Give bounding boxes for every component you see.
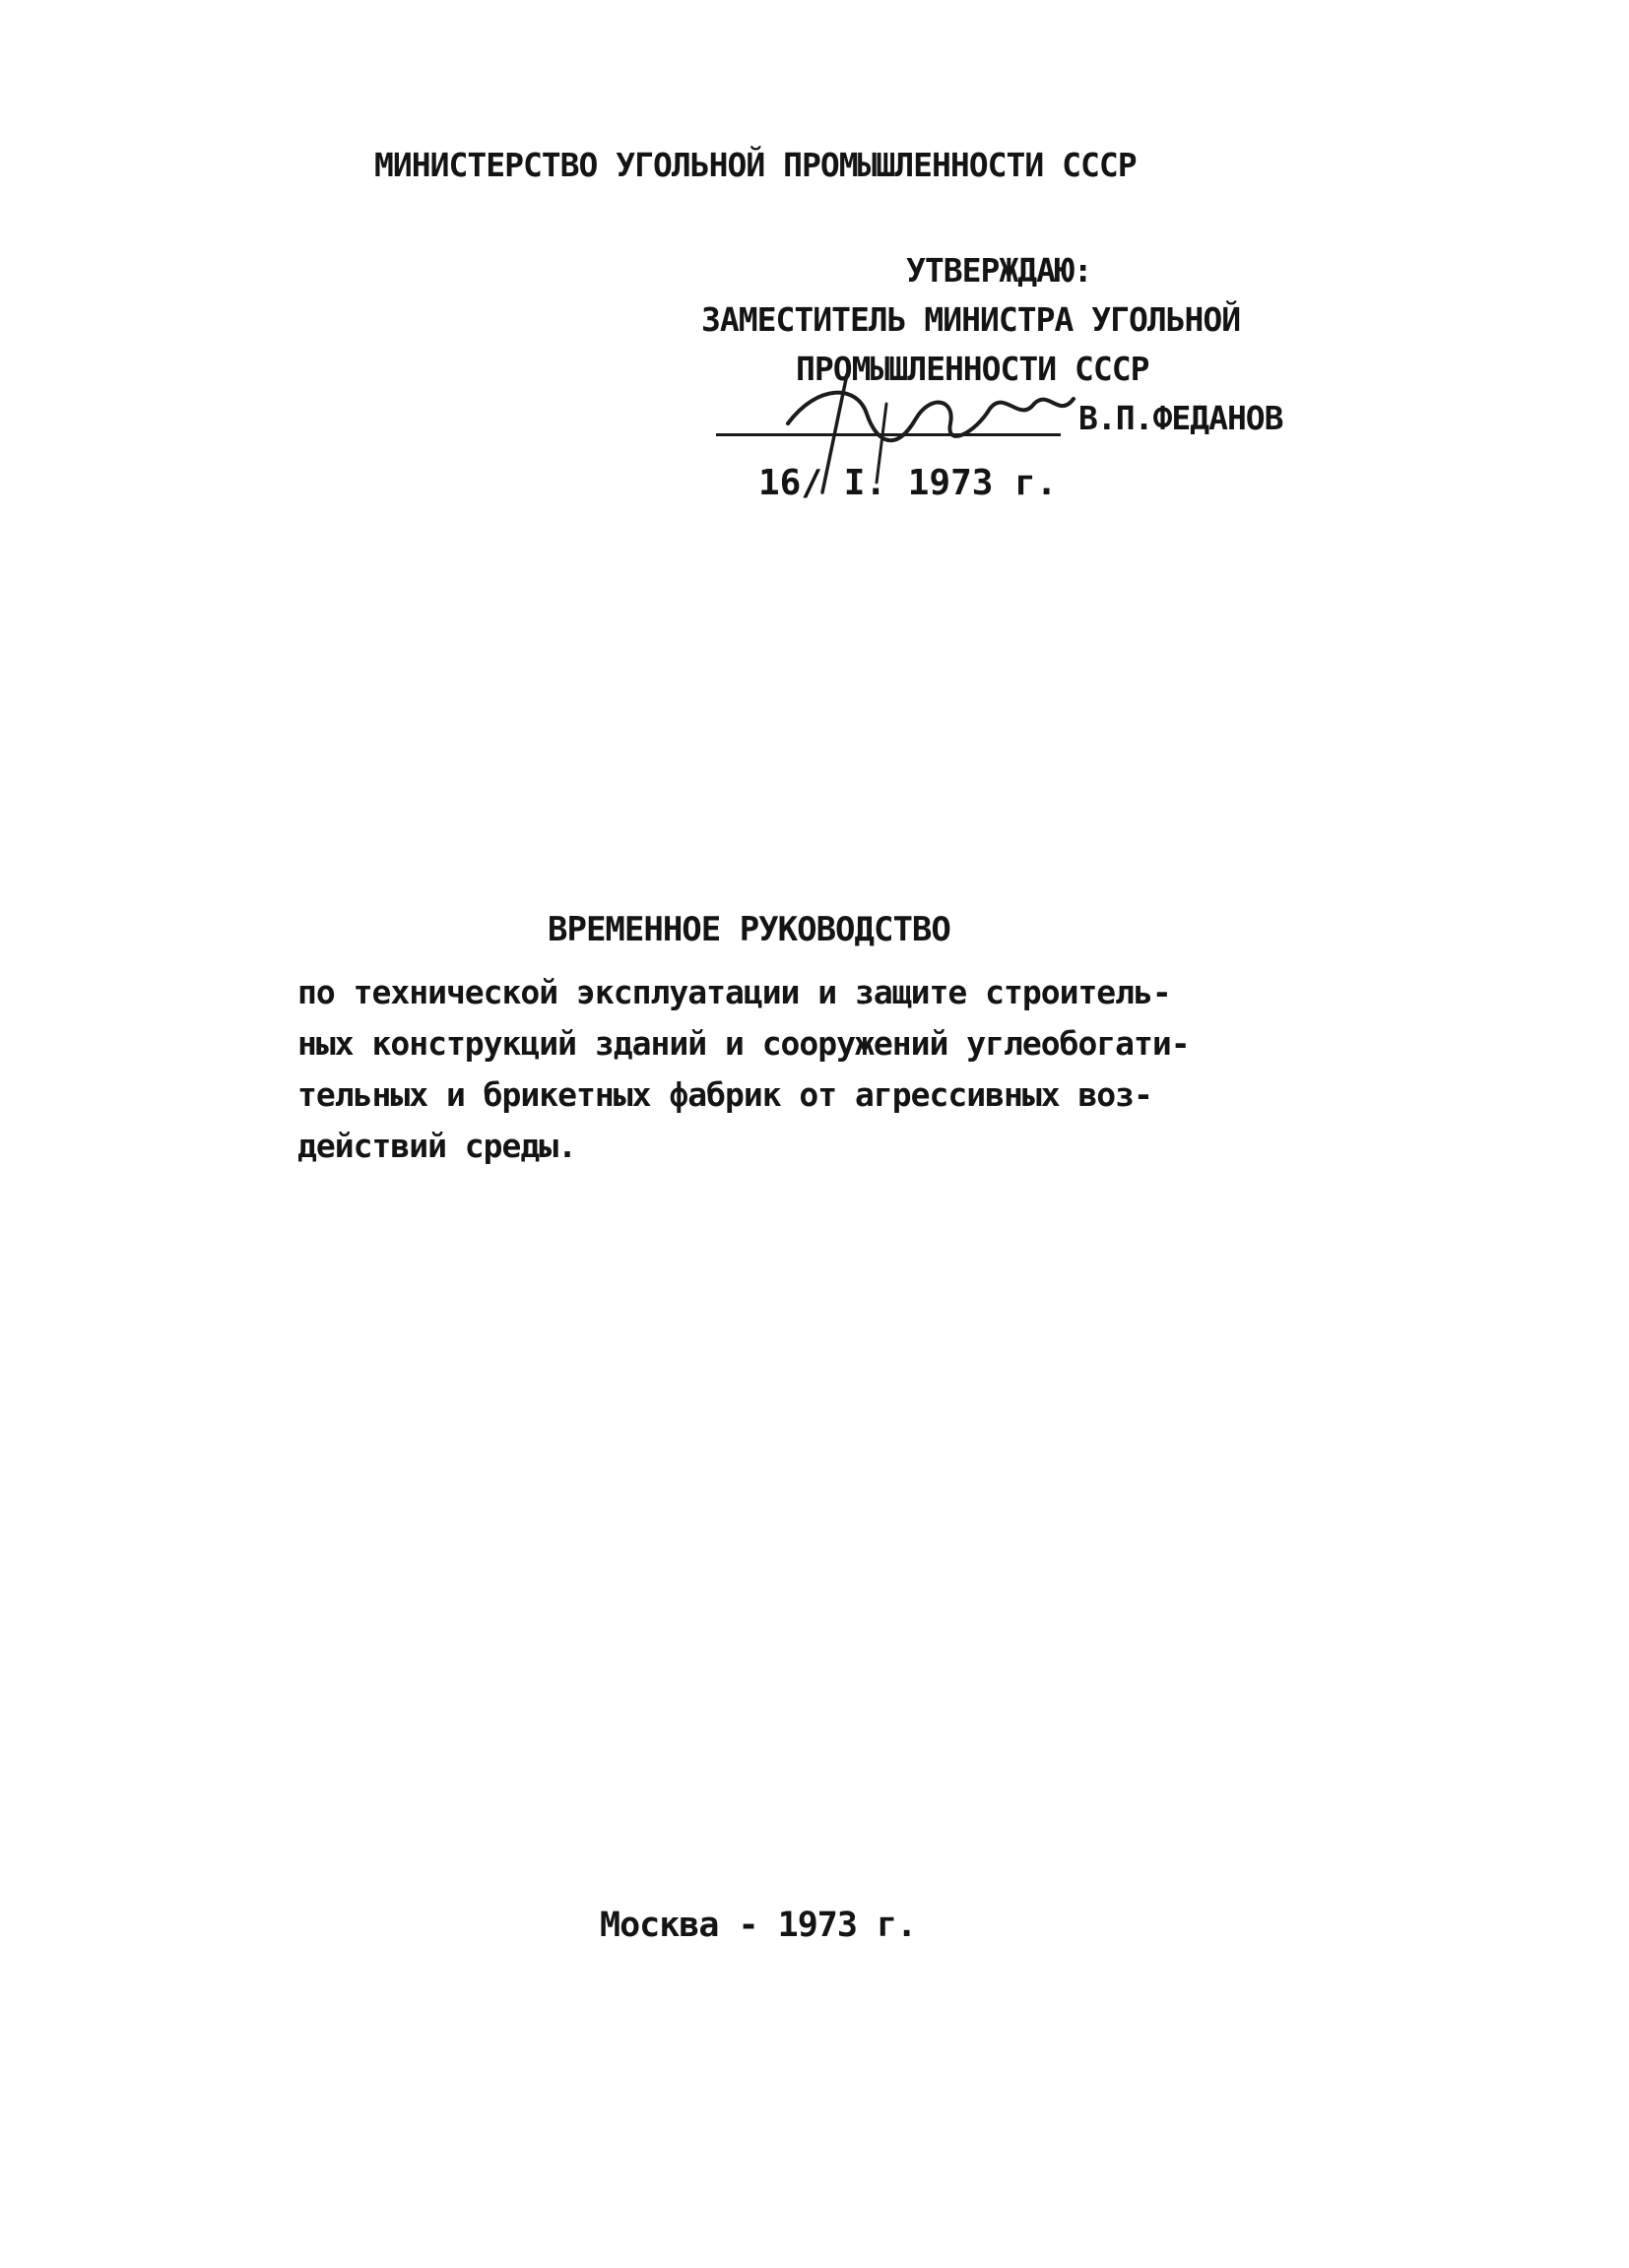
approval-date: 16/ I. 1973 г. bbox=[758, 463, 1058, 503]
approver-name: В.П.ФЕДАНОВ bbox=[1078, 399, 1283, 437]
document-title: ВРЕМЕННОЕ РУКОВОДСТВО bbox=[548, 910, 950, 949]
subtitle-line: действий среды. bbox=[297, 1127, 577, 1165]
city-year-footer: Москва - 1973 г. bbox=[600, 1906, 917, 1945]
approval-position-line2: ПРОМЫШЛЕННОСТИ СССР bbox=[796, 350, 1149, 388]
approval-title: УТВЕРЖДАЮ: bbox=[906, 251, 1092, 290]
subtitle-line: по технической эксплуатации и защите строитель- bbox=[297, 973, 1171, 1011]
document-subtitle bbox=[297, 967, 1233, 1172]
approval-position-line1: ЗАМЕСТИТЕЛЬ МИНИСТРА УГОЛЬНОЙ bbox=[701, 300, 1241, 339]
ministry-header: МИНИСТЕРСТВО УГОЛЬНОЙ ПРОМЫШЛЕННОСТИ СССР bbox=[374, 146, 1137, 184]
subtitle-line: ных конструкций зданий и сооружений углеобогати- bbox=[297, 1024, 1190, 1063]
subtitle-line: тельных и брикетных фабрик от агрессивных воз- bbox=[297, 1075, 1152, 1114]
